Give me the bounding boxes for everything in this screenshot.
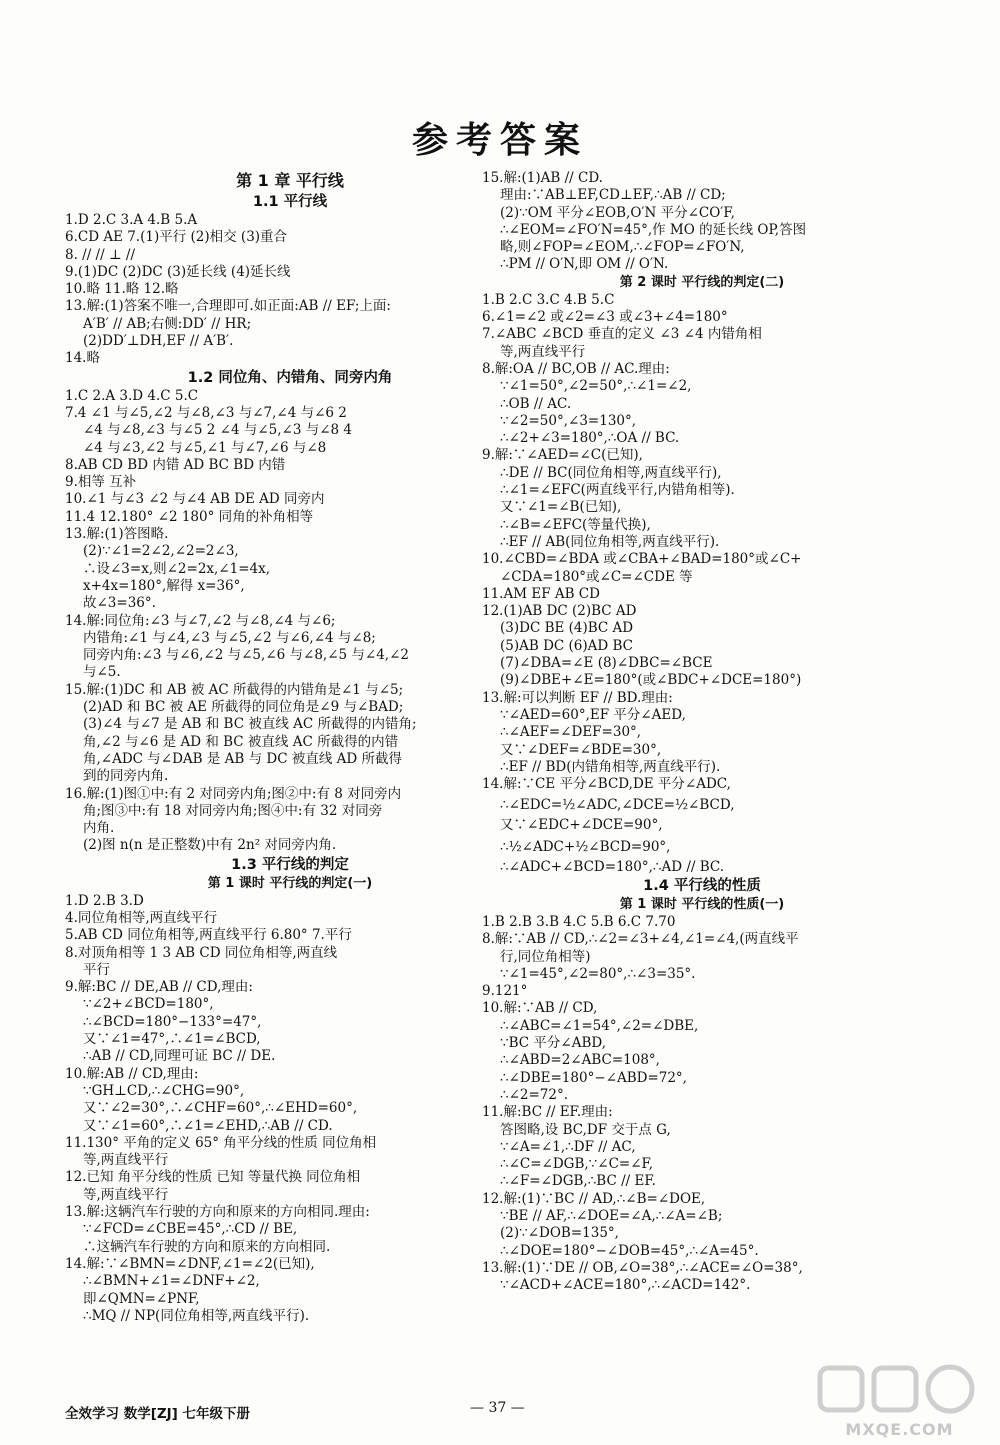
answer-line-continued: ∴½∠ADC+½∠BCD=90°, (500, 838, 671, 855)
answer-line: 16.解:(1)图①中:有 2 对同旁内角;图②中:有 8 对同旁内 (65, 785, 402, 802)
answer-line: 7.4 ∠1 与∠5,∠2 与∠8,∠3 与∠7,∠4 与∠6 2 (65, 404, 347, 421)
answer-line: 13.解:可以判断 EF // BD.理由: (482, 689, 673, 706)
answer-line: 14.略 (65, 350, 100, 367)
answer-line-continued: ∴∠F=∠DGB,∴BC // EF. (500, 1173, 656, 1190)
answer-line: 6.CD AE 7.(1)平行 (2)相交 (3)重合 (65, 229, 288, 246)
answer-line-continued: 平行 (83, 961, 110, 978)
answer-line: 10.解:AB // CD,理由: (65, 1065, 199, 1082)
answer-line: 9.121° (482, 983, 528, 1000)
answer-line: 11.解:BC // EF.理由: (482, 1104, 613, 1121)
section-heading: 1.1 平行线 (252, 194, 328, 210)
answer-line: 10.解:∵AB // CD, (482, 1000, 598, 1017)
answer-line: 13.解:(1)答案不唯一,合理即可.如正面:AB // EF;上面: (65, 298, 391, 315)
answer-line: 9.(1)DC (2)DC (3)延长线 (4)延长线 (65, 263, 291, 280)
answer-line-continued: 又∵∠EDC+∠DCE=90°, (500, 817, 663, 834)
answer-line: 7.∠ABC ∠BCD 垂直的定义 ∠3 ∠4 内错角相 (482, 326, 762, 343)
answer-line-continued: ∴∠EDC=½∠ADC,∠DCE=½∠BCD, (500, 797, 735, 814)
answer-line-continued: 又∵∠1=47°,∴∠1=∠BCD, (83, 1031, 261, 1048)
answer-line-continued: 故∠3=36°. (83, 595, 156, 612)
lesson-heading: 第 1 课时 平行线的判定(一) (207, 875, 373, 891)
answer-line-continued: ∴OB // AC. (500, 395, 572, 412)
answer-line: 1.B 2.B 3.B 4.C 5.B 6.C 7.70 (482, 913, 676, 930)
answer-line: 11.130° 平角的定义 65° 角平分线的性质 同位角相 (65, 1134, 377, 1151)
answer-line-continued: (2)图 n(n 是正整数)中有 2n² 对同旁内角. (83, 837, 337, 854)
left-column (65, 170, 515, 1325)
answer-line-continued: (2)∵OM 平分∠EOB,O′N 平分∠CO′F, (500, 204, 735, 221)
answer-line-continued: ∵∠ACD+∠ACE=180°,∴∠ACD=142°. (500, 1277, 751, 1294)
answer-line: 1.C 2.A 3.D 4.C 5.C (65, 387, 199, 404)
answer-line: 15.解:(1)AB // CD. (482, 170, 603, 186)
footer-book-title: 全效学习 数学[ZJ] 七年级下册 (65, 1406, 251, 1422)
answer-line-continued: 内错角:∠1 与∠4,∠3 与∠5,∠2 与∠6,∠4 与∠8; (83, 629, 376, 646)
answer-line-continued: 等,两直线平行 (83, 1186, 169, 1203)
answer-line-continued: ∴AB // CD,同理可证 BC // DE. (83, 1048, 276, 1065)
answer-line: 4.同位角相等,两直线平行 (65, 909, 218, 926)
right-column (482, 170, 922, 1295)
answer-line-continued: ∵GH⊥CD,∴∠CHG=90°, (83, 1082, 245, 1099)
answer-line-continued: 答图略,设 BC,DF 交于点 G, (500, 1121, 671, 1138)
answer-line-continued: ∴∠C=∠DGB,∵∠C=∠F, (500, 1156, 654, 1173)
answer-line-continued: (2)DD′⊥DH,EF // A′B′. (83, 333, 234, 350)
answer-line: 14.解:∵∠BMN=∠DNF,∠1=∠2(已知), (65, 1255, 315, 1272)
answer-line: 11.4 12.180° ∠2 180° 同角的补角相等 (65, 508, 314, 525)
answer-line: 6.∠1=∠2 或∠2=∠3 或∠3+∠4=180° (482, 309, 728, 326)
section-heading: 1.3 平行线的判定 (231, 856, 349, 873)
answer-line-continued: 又∵∠DEF=∠BDE=30°, (500, 741, 662, 758)
answer-line-continued: ∵∠FCD=∠CBE=45°,∴CD // BE, (83, 1221, 298, 1238)
answer-line: 14.解:∵CE 平分∠BCD,DE 平分∠ADC, (482, 776, 731, 793)
answer-line-continued: ∴EF // BD(内错角相等,两直线平行). (500, 758, 721, 775)
answer-line: 15.解:(1)DC 和 AB 被 AC 所截得的内错角是∠1 与∠5; (65, 681, 404, 698)
answer-line-continued: 略,则∠FOP=∠EOM,∴∠FOP=∠FO′N, (500, 239, 745, 256)
answer-line: 1.D 2.C 3.A 4.B 5.A (65, 212, 198, 228)
answer-line: 12.解:(1)∵BC // AD,∴∠B=∠DOE, (482, 1190, 706, 1207)
answer-line-continued: 又∵∠1=∠B(已知), (500, 499, 622, 516)
answer-line-continued: 又∵∠2=30°,∴∠CHF=60°,∴∠EHD=60°, (83, 1100, 358, 1117)
answer-line: 1.D 2.B 3.D (65, 892, 144, 909)
answer-line-continued: ∵BE // AF,∴∠DOE=∠A,∴∠A=∠B; (500, 1208, 723, 1225)
answer-line-continued: 内角. (83, 820, 115, 837)
answer-line-continued: ∵∠A=∠1,∴DF // AC, (500, 1138, 636, 1155)
answer-line-continued: 角,∠2 与∠6 是 AD 和 BC 被直线 AC 所截得的内错 (83, 733, 399, 750)
answer-line: 8. // // ⊥ // (65, 246, 136, 263)
answer-line: 9.解:∵∠AED=∠C(已知), (482, 447, 643, 464)
answer-line-continued: ∴∠1=∠EFC(两直线平行,内错角相等). (500, 482, 735, 499)
answer-line-continued: ∴∠DOE=180°−∠DOB=45°,∴∠A=45°. (500, 1242, 759, 1259)
answer-line: 9.解:BC // DE,AB // CD,理由: (65, 979, 253, 996)
answer-line: 12.(1)AB DC (2)BC AD (482, 603, 637, 620)
answer-line: 12.已知 角平分线的性质 已知 等量代换 同位角相 (65, 1169, 361, 1186)
answer-line: 10.略 11.略 12.略 (65, 281, 179, 298)
answer-line: 8.对顶角相等 1 3 AB CD 同位角相等,两直线 (65, 944, 338, 961)
page-number: — 37 — (470, 1400, 525, 1416)
answer-line: 9.相等 互补 (65, 474, 137, 491)
answer-line-continued: 即∠QMN=∠PNF, (83, 1290, 200, 1307)
answer-line-continued: 行,同位角相等) (500, 948, 591, 965)
page-title: 参考答案 (411, 120, 588, 161)
answer-line-continued: A′B′ // AB;右侧:DD′ // HR; (83, 315, 252, 332)
answer-line-continued: ∵∠2+∠BCD=180°, (83, 996, 214, 1013)
answer-line-continued: ∴∠B=∠EFC(等量代换), (500, 516, 651, 533)
answer-line-continued: 与∠5. (83, 664, 121, 681)
answer-line-continued: ∠4 与∠8,∠3 与∠5 2 ∠4 与∠5,∠3 与∠8 4 (83, 422, 353, 439)
answer-line-continued: ∴DE // BC(同位角相等,两直线平行), (500, 464, 722, 481)
answer-line-continued: ∴∠ADC+∠BCD=180°,∴AD // BC. (500, 858, 725, 875)
answer-line-continued: ∵∠1=50°,∠2=50°,∴∠1=∠2, (500, 378, 692, 395)
answer-line-continued: 同旁内角:∠3 与∠6,∠2 与∠5,∠6 与∠8,∠5 与∠4,∠2 (83, 647, 409, 664)
answer-line-continued: ∴∠BMN+∠1=∠DNF+∠2, (83, 1273, 260, 1290)
answer-line-continued: (2)∵∠1=2∠2,∠2=2∠3, (83, 543, 239, 560)
answer-line-continued: (2)AD 和 BC 被 AE 所截得的同位角是∠9 与∠BAD; (83, 699, 404, 716)
lesson-heading: 第 1 课时 平行线的性质(一) (619, 896, 785, 912)
answer-line-continued: 等,两直线平行 (500, 343, 586, 360)
watermark-text: MXQE.COM (845, 1420, 954, 1439)
answer-line: 1.B 2.C 3.C 4.B 5.C (482, 291, 615, 308)
lesson-heading: 第 2 课时 平行线的判定(二) (619, 274, 785, 290)
answer-line-continued: 角;图③中:有 18 对同旁内角;图④中:有 32 对同旁 (83, 802, 383, 819)
answer-line-continued: 到的同旁内角. (83, 768, 169, 785)
answer-line-continued: ∴EF // AB(同位角相等,两直线平行). (500, 533, 720, 550)
answer-line-continued: 理由:∵AB⊥EF,CD⊥EF,∴AB // CD; (500, 187, 726, 204)
answer-line-continued: ∠CDA=180°或∠C=∠CDE 等 (500, 568, 693, 585)
answer-line-continued: ∴∠AEF=∠DEF=30°, (500, 724, 642, 741)
answer-line-continued: ∴设∠3=x,则∠2=2x,∠1=4x, (83, 560, 271, 577)
answer-line-continued: ∴PM // O′N,即 OM // O′N. (500, 256, 669, 273)
answer-line-continued: 又∵∠1=60°,∴∠1=∠EHD,∴AB // CD. (83, 1117, 333, 1134)
answer-line-continued: (3)∠4 与∠7 是 AB 和 BC 被直线 AC 所截得的内错角; (83, 716, 417, 733)
answer-line: 10.∠1 与∠3 ∠2 与∠4 AB DE AD 同旁内 (65, 491, 325, 508)
answer-line: 14.解:同位角:∠3 与∠7,∠2 与∠8,∠4 与∠6; (65, 612, 336, 629)
answer-line-continued: ∵∠2=50°,∠3=130°, (500, 412, 637, 429)
answer-line-continued: ∴∠ABC=∠1=54°,∠2=∠DBE, (500, 1017, 699, 1034)
answer-line: 11.AM EF AB CD (482, 585, 600, 602)
answer-line-continued: ∴∠2=72°. (500, 1086, 569, 1103)
answer-line: 13.解:(1)∵DE // OB,∠O=38°,∴∠ACE=∠O=38°, (482, 1259, 803, 1276)
answer-line-continued: ∴∠EOM=∠FO′N=45°,作 MO 的延长线 OP,答图 (500, 221, 807, 238)
answer-line: 10.∠CBD=∠BDA 或∠CBA+∠BAD=180°或∠C+ (482, 551, 802, 568)
answer-line: 8.AB CD BD 内错 AD BC BD 内错 (65, 456, 286, 473)
answer-line-continued: ∴∠2+∠3=180°,∴OA // BC. (500, 430, 680, 447)
section-heading: 1.2 同位角、内错角、同旁内角 (187, 369, 393, 386)
answer-line: 8.解:OA // BC,OB // AC.理由: (482, 360, 670, 377)
answer-line-continued: ∴∠BCD=180°−133°=47°, (83, 1013, 262, 1030)
answer-line-continued: ∴∠ABD=2∠ABC=108°, (500, 1052, 660, 1069)
answer-line-continued: (9)∠DBE+∠E=180°(或∠BDC+∠DCE=180°) (500, 672, 802, 689)
answer-line-continued: ∠4 与∠3,∠2 与∠5,∠1 与∠7,∠6 与∠8 (83, 439, 327, 456)
answer-line: 13.解:(1)答图略. (65, 526, 169, 543)
answer-line-continued: (5)AB DC (6)AD BC (500, 637, 634, 654)
answer-line-continued: 角,∠ADC 与∠DAB 是 AB 与 DC 被直线 AD 所截得 (83, 750, 403, 767)
answer-line-continued: ∴这辆汽车行驶的方向和原来的方向相同. (83, 1238, 331, 1255)
chapter-heading: 第 1 章 平行线 (236, 171, 344, 190)
answer-line-continued: (7)∠DBA=∠E (8)∠DBC=∠BCE (500, 655, 713, 672)
answer-line-continued: ∴MQ // NP(同位角相等,两直线平行). (83, 1307, 310, 1324)
answer-line-continued: ∵∠1=45°,∠2=80°,∴∠3=35°. (500, 965, 696, 982)
answer-line: 5.AB CD 同位角相等,两直线平行 6.80° 7.平行 (65, 927, 352, 944)
section-heading: 1.4 平行线的性质 (643, 877, 761, 894)
answer-line-continued: 等,两直线平行 (83, 1152, 169, 1169)
answer-line: 13.解:这辆汽车行驶的方向和原来的方向相同.理由: (65, 1204, 370, 1221)
answer-line-continued: x+4x=180°,解得 x=36°, (83, 577, 245, 594)
answer-line-continued: ∵BC 平分∠ABD, (500, 1035, 606, 1052)
answer-line-continued: ∴∠DBE=180°−∠ABD=72°, (500, 1069, 687, 1086)
answer-line-continued: (3)DC BE (4)BC AD (500, 620, 634, 637)
answer-line-continued: ∵∠AED=60°,EF 平分∠AED, (500, 706, 686, 723)
answer-line-continued: (2)∵∠DOB=135°, (500, 1225, 619, 1242)
answer-line: 8.解:∵AB // CD,∴∠2=∠3+∠4,∠1=∠4,(两直线平 (482, 931, 799, 948)
